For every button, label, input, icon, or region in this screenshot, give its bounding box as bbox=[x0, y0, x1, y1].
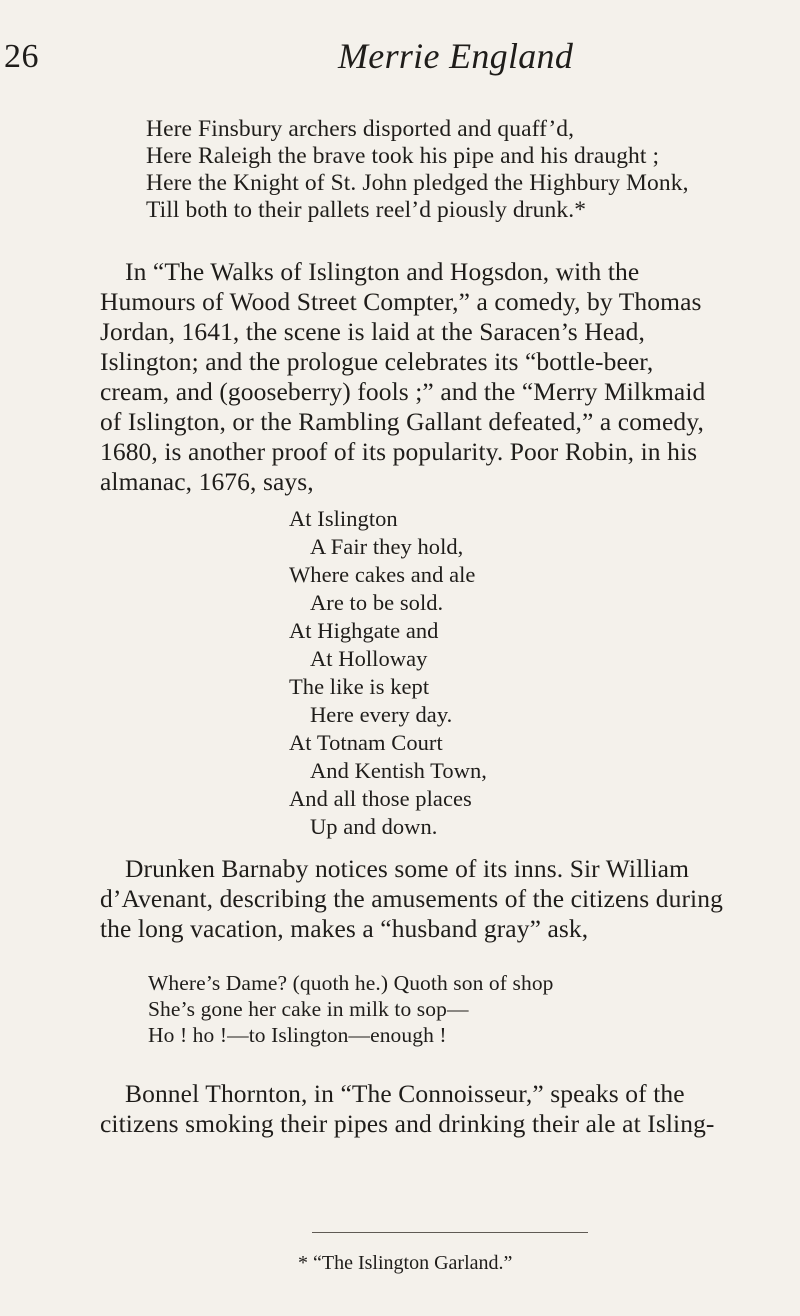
poem-line: And all those places bbox=[289, 786, 472, 811]
paragraph-line: Bonnel Thornton, in “The Connoisseur,” speaks of the bbox=[125, 1079, 685, 1108]
page-header bbox=[0, 34, 800, 94]
poem-line: And Kentish Town, bbox=[310, 758, 487, 783]
poem-line: Here every day. bbox=[310, 702, 453, 727]
paragraph-line: citizens smoking their pipes and drinking their ale at Isling- bbox=[100, 1109, 715, 1138]
paragraph-line: cream, and (gooseberry) fools ;” and the “Merry Milkmaid bbox=[100, 377, 706, 406]
poem-line: At Holloway bbox=[310, 646, 428, 671]
footnote: * “The Islington Garland.” bbox=[298, 1252, 513, 1274]
paragraph-line: Humours of Wood Street Compter,” a comedy, by Thomas bbox=[100, 287, 702, 316]
paragraph-line: Drunken Barnaby notices some of its inns. Sir William bbox=[125, 854, 690, 883]
paragraph-line: 1680, is another proof of its popularity. Poor Robin, in his bbox=[100, 437, 698, 466]
poem-line: At Totnam Court bbox=[289, 730, 443, 755]
verse-line: Here Raleigh the brave took his pipe and his draught ; bbox=[146, 143, 660, 169]
paragraph-line: the long vacation, makes a “husband gray” ask, bbox=[100, 914, 589, 943]
running-title: Merrie England bbox=[338, 36, 574, 76]
paragraph-line: almanac, 1676, says, bbox=[100, 467, 314, 496]
poem-line: The like is kept bbox=[289, 674, 430, 699]
paragraph-line: Jordan, 1641, the scene is laid at the Saracen’s Head, bbox=[100, 317, 645, 346]
quote-line: Where’s Dame? (quoth he.) Quoth son of shop bbox=[148, 971, 554, 995]
poem-line: At Islington bbox=[289, 506, 398, 531]
poem-line: Are to be sold. bbox=[310, 590, 444, 615]
poem-line: A Fair they hold, bbox=[310, 534, 464, 559]
paragraph-line: Islington; and the prologue celebrates its “bottle-beer, bbox=[100, 347, 654, 376]
verse-line: Till both to their pallets reel’d piously drunk.* bbox=[146, 197, 587, 223]
quote-line: She’s gone her cake in milk to sop— bbox=[148, 997, 469, 1021]
quote-line: Ho ! ho !—to Islington—enough ! bbox=[148, 1023, 447, 1047]
page-number: 26 bbox=[4, 38, 39, 75]
verse-line: Here the Knight of St. John pledged the Highbury Monk, bbox=[146, 170, 689, 196]
paragraph-line: In “The Walks of Islington and Hogsdon, with the bbox=[125, 257, 640, 286]
poem-line: Where cakes and ale bbox=[289, 562, 476, 587]
paragraph-line: d’Avenant, describing the amusements of the citizens during bbox=[100, 884, 723, 913]
footnote-divider bbox=[312, 1232, 588, 1233]
poem-line: Up and down. bbox=[310, 814, 438, 839]
verse-line: Here Finsbury archers disported and quaff’d, bbox=[146, 116, 575, 142]
paragraph-line: of Islington, or the Rambling Gallant defeated,” a comedy, bbox=[100, 407, 704, 436]
poem-line: At Highgate and bbox=[289, 618, 439, 643]
